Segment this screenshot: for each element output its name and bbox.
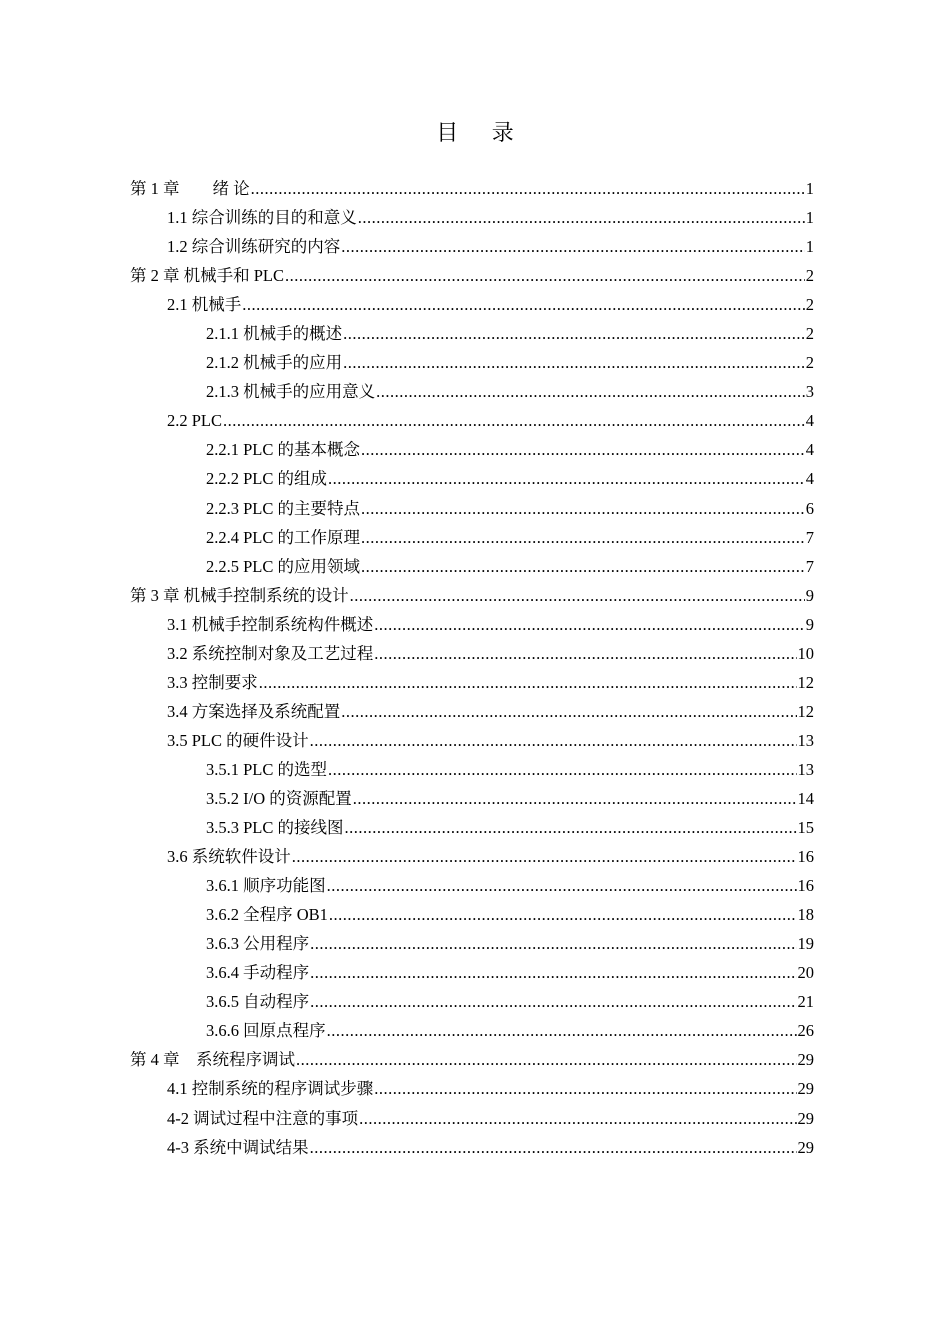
toc-dot-leader: [374, 639, 796, 668]
toc-entry-page-number: 16: [797, 876, 814, 896]
toc-entry[interactable]: [130, 348, 814, 377]
toc-entry[interactable]: [130, 494, 814, 523]
toc-entry-page-number: 7: [805, 556, 814, 576]
toc-entry-label: 3.4 方案选择及系统配置: [167, 701, 341, 721]
toc-entry-label: 第 2 章 机械手和 PLC: [130, 266, 285, 286]
toc-entry[interactable]: [130, 958, 814, 987]
toc-entry-label: 2.2.3 PLC 的主要特点: [206, 498, 361, 518]
toc-entry[interactable]: [130, 464, 814, 493]
toc-entry[interactable]: [130, 377, 814, 406]
toc-entry[interactable]: [130, 726, 814, 755]
toc-entry-label: 2.2.1 PLC 的基本概念: [206, 440, 361, 460]
toc-dot-leader: [359, 1104, 796, 1133]
toc-dot-leader: [251, 174, 805, 203]
toc-entry-page-number: 16: [797, 847, 814, 867]
toc-entry[interactable]: [130, 435, 814, 464]
toc-entry-label: 3.3 控制要求: [167, 672, 258, 692]
toc-entry-label: 1.2 综合训练研究的内容: [167, 237, 341, 257]
toc-dot-leader: [310, 726, 797, 755]
toc-entry-label: 第 4 章 系统程序调试: [130, 1050, 295, 1070]
toc-entry-label: 3.6.4 手动程序: [206, 963, 310, 983]
toc-entry-label: 第 3 章 机械手控制系统的设计: [130, 585, 349, 605]
toc-entry-page-number: 1: [805, 237, 814, 257]
toc-dot-leader: [328, 464, 805, 493]
toc-entry-page-number: 29: [797, 1050, 814, 1070]
toc-entry[interactable]: [130, 668, 814, 697]
toc-entry[interactable]: [130, 581, 814, 610]
toc-entry-label: 4-3 系统中调试结果: [167, 1137, 309, 1157]
toc-entry-page-number: 7: [805, 527, 814, 547]
toc-entry-label: 4.1 控制系统的程序调试步骤: [167, 1079, 374, 1099]
toc-entry-label: 3.5.2 I/O 的资源配置: [206, 788, 352, 808]
toc-entry-label: 2.1.3 机械手的应用意义: [206, 382, 376, 402]
toc-entry-page-number: 4: [805, 440, 814, 460]
toc-dot-leader: [296, 1045, 797, 1074]
toc-dot-leader: [310, 929, 796, 958]
toc-entry[interactable]: [130, 1016, 814, 1045]
toc-entry-page-number: 3: [805, 382, 814, 402]
toc-entry[interactable]: [130, 552, 814, 581]
toc-dot-leader: [350, 581, 805, 610]
toc-entry-page-number: 14: [797, 788, 814, 808]
toc-entry-page-number: 26: [797, 1021, 814, 1041]
toc-dot-leader: [353, 784, 797, 813]
toc-entry[interactable]: [130, 755, 814, 784]
toc-entry[interactable]: [130, 1133, 814, 1162]
toc-entry-page-number: 15: [797, 818, 814, 838]
toc-entry-page-number: 2: [805, 353, 814, 373]
toc-entry-label: 3.6.2 全程序 OB1: [206, 905, 328, 925]
toc-dot-leader: [310, 958, 796, 987]
toc-dot-leader: [341, 232, 805, 261]
toc-dot-leader: [361, 523, 805, 552]
toc-entry[interactable]: [130, 871, 814, 900]
toc-entry-page-number: 29: [797, 1137, 814, 1157]
toc-dot-leader: [343, 319, 805, 348]
toc-dot-leader: [310, 987, 796, 1016]
toc-entry-page-number: 19: [797, 934, 814, 954]
toc-dot-leader: [358, 203, 805, 232]
toc-entry-label: 3.6.1 顺序功能图: [206, 876, 326, 896]
toc-entry[interactable]: [130, 900, 814, 929]
toc-entry-label: 2.2.4 PLC 的工作原理: [206, 527, 361, 547]
toc-entry-page-number: 29: [797, 1108, 814, 1128]
toc-entry[interactable]: [130, 1074, 814, 1103]
toc-entry-label: 3.6.3 公用程序: [206, 934, 310, 954]
toc-entry[interactable]: [130, 639, 814, 668]
toc-entry-label: 3.5.3 PLC 的接线图: [206, 818, 344, 838]
toc-dot-leader: [343, 348, 805, 377]
toc-entry-label: 1.1 综合训练的目的和意义: [167, 208, 357, 228]
toc-entry-page-number: 29: [797, 1079, 814, 1099]
toc-dot-leader: [329, 900, 797, 929]
toc-entry-page-number: 9: [805, 614, 814, 634]
toc-dot-leader: [223, 406, 805, 435]
toc-entry-page-number: 18: [797, 905, 814, 925]
toc-entry-page-number: 13: [797, 759, 814, 779]
toc-entry[interactable]: [130, 842, 814, 871]
toc-entry-page-number: 12: [797, 672, 814, 692]
toc-entry[interactable]: [130, 174, 814, 203]
toc-dot-leader: [341, 697, 796, 726]
toc-entry-page-number: 2: [805, 324, 814, 344]
toc-dot-leader: [259, 668, 797, 697]
toc-dot-leader: [361, 494, 805, 523]
toc-entry[interactable]: [130, 290, 814, 319]
toc-entry-page-number: 12: [797, 701, 814, 721]
toc-entry-page-number: 4: [805, 411, 814, 431]
toc-entry[interactable]: [130, 406, 814, 435]
toc-entry-label: 3.1 机械手控制系统构件概述: [167, 614, 374, 634]
toc-dot-leader: [327, 1016, 797, 1045]
toc-entry-page-number: 1: [805, 179, 814, 198]
toc-dot-leader: [242, 290, 805, 319]
toc-entry-page-number: 10: [797, 643, 814, 663]
toc-dot-leader: [374, 610, 805, 639]
toc-entry[interactable]: [130, 1045, 814, 1074]
toc-entry[interactable]: [130, 232, 814, 261]
toc-entry[interactable]: [130, 813, 814, 842]
toc-dot-leader: [285, 261, 805, 290]
toc-entry-page-number: 4: [805, 469, 814, 489]
toc-entry[interactable]: [130, 261, 814, 290]
toc-entry-page-number: 6: [805, 498, 814, 518]
toc-entry-page-number: 13: [797, 730, 814, 750]
toc-dot-leader: [345, 813, 797, 842]
toc-dot-leader: [361, 552, 805, 581]
toc-entry-label: 4-2 调试过程中注意的事项: [167, 1108, 359, 1128]
toc-dot-leader: [310, 1133, 797, 1162]
toc-entry-page-number: 20: [797, 963, 814, 983]
toc-entry-label: 3.5.1 PLC 的选型: [206, 759, 328, 779]
toc-entry-label: 3.6.6 回原点程序: [206, 1021, 326, 1041]
toc-entry-label: 2.2 PLC: [167, 411, 223, 431]
toc-entry-page-number: 1: [805, 208, 814, 228]
toc-dot-leader: [292, 842, 797, 871]
toc-dot-leader: [361, 435, 805, 464]
toc-entry-label: 2.2.2 PLC 的组成: [206, 469, 328, 489]
toc-entry-label: 3.6.5 自动程序: [206, 992, 310, 1012]
toc-dot-leader: [376, 377, 805, 406]
toc-entry-label: 第 1 章 绪 论: [130, 179, 250, 198]
toc-entry[interactable]: [130, 929, 814, 958]
toc-entry-label: 3.2 系统控制对象及工艺过程: [167, 643, 374, 663]
toc-entry-label: 3.5 PLC 的硬件设计: [167, 730, 309, 750]
toc-entry-label: 2.1.2 机械手的应用: [206, 353, 343, 373]
toc-entry[interactable]: [130, 523, 814, 552]
toc-dot-leader: [374, 1074, 796, 1103]
toc-entry-label: 2.2.5 PLC 的应用领域: [206, 556, 361, 576]
toc-entry-label: 3.6 系统软件设计: [167, 847, 291, 867]
toc-entry-page-number: 2: [805, 266, 814, 286]
toc-entry-page-number: 21: [797, 992, 814, 1012]
toc-entry-page-number: 2: [805, 295, 814, 315]
toc-entry[interactable]: [130, 987, 814, 1016]
table-of-contents: [130, 174, 814, 1162]
toc-entry[interactable]: [130, 203, 814, 232]
toc-entry[interactable]: [130, 784, 814, 813]
toc-entry[interactable]: [130, 1104, 814, 1133]
toc-title: 目 录: [436, 120, 528, 145]
toc-dot-leader: [327, 871, 797, 900]
toc-entry[interactable]: [130, 697, 814, 726]
toc-entry-page-number: 9: [805, 585, 814, 605]
toc-entry[interactable]: [130, 319, 814, 348]
toc-entry-label: 2.1 机械手: [167, 295, 242, 315]
toc-dot-leader: [328, 755, 796, 784]
toc-entry-label: 2.1.1 机械手的概述: [206, 324, 343, 344]
toc-entry[interactable]: [130, 610, 814, 639]
